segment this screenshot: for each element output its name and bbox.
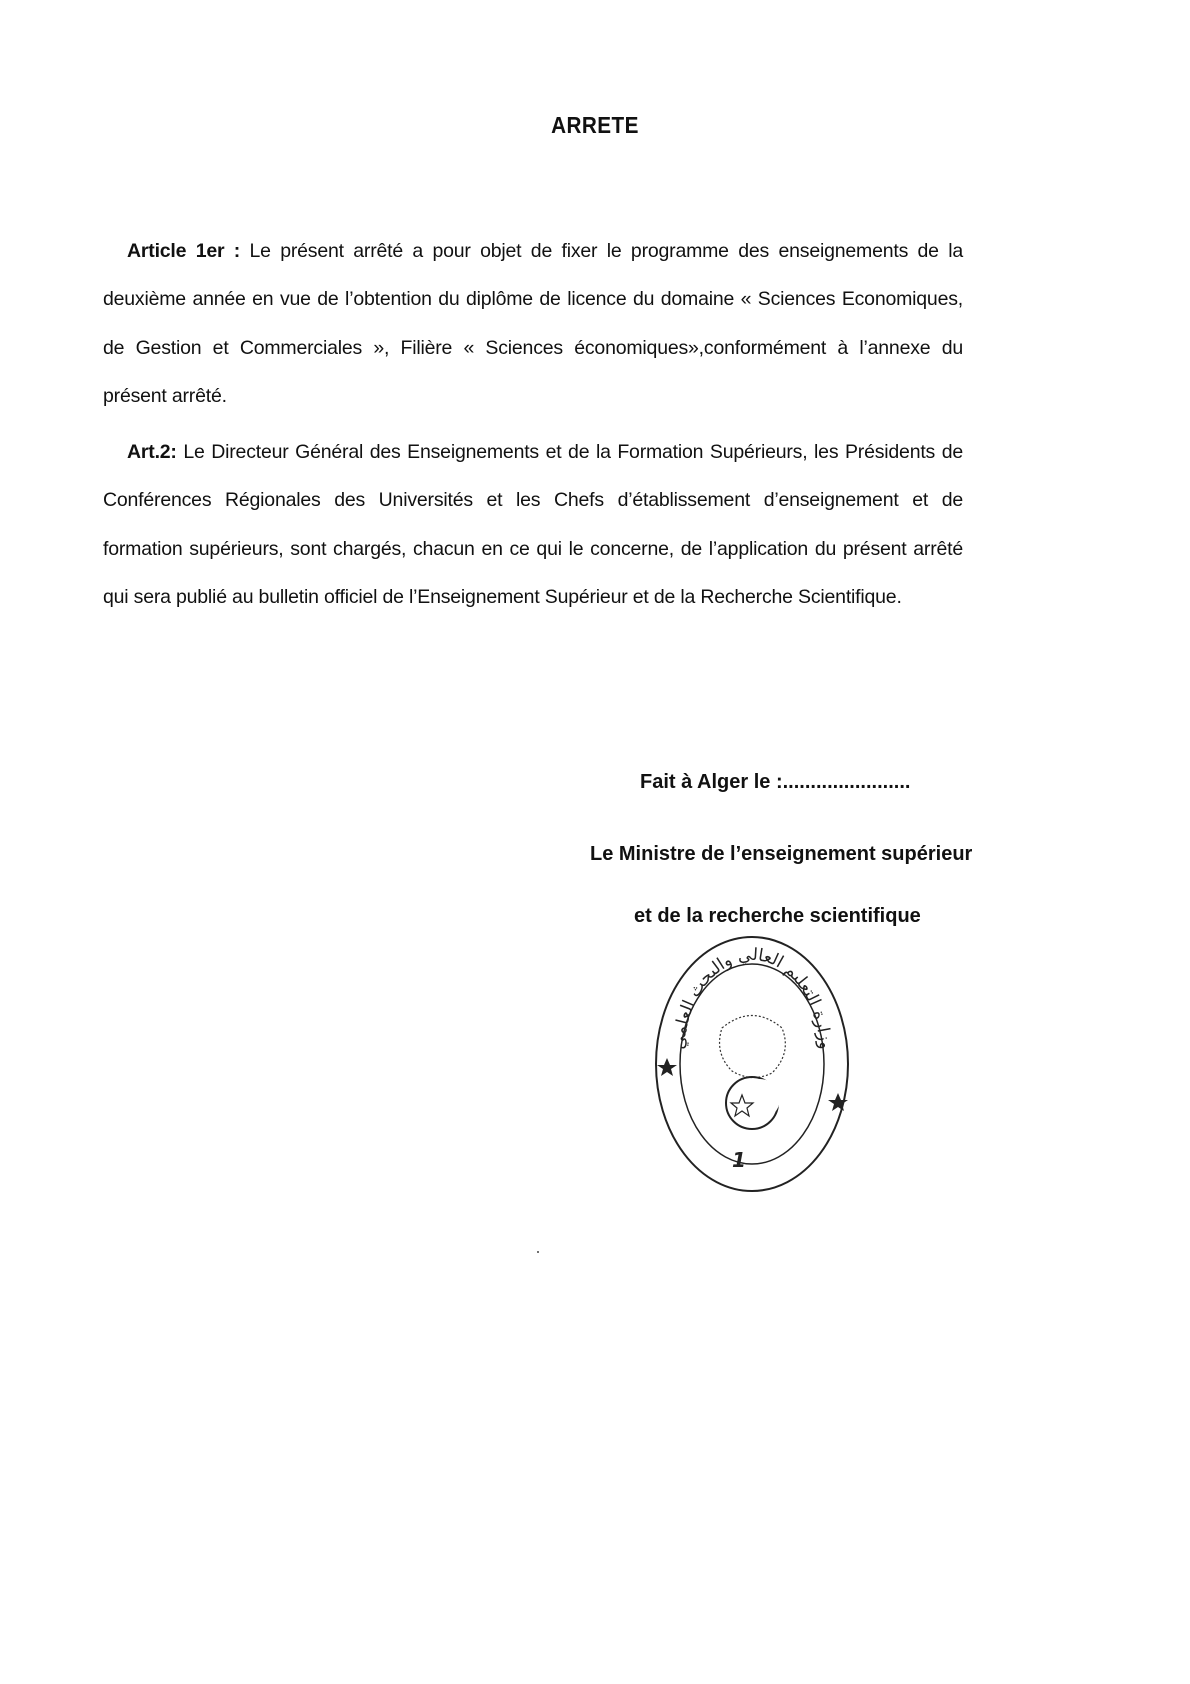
- article-2-label: Art.2:: [127, 440, 177, 463]
- signature-minister-line-2: et de la recherche scientifique: [634, 905, 921, 927]
- stamp-number: 1: [732, 1148, 746, 1172]
- svg-text:وزارة التعليم العالي والبحث ال: [669, 945, 835, 1051]
- ministry-seal-stamp: [652, 933, 852, 1195]
- signature-place-date: Fait à Alger le :.......................: [640, 771, 911, 793]
- article-2-text: Le Directeur Général des Enseignements et de la Formation Supérieurs, les Présidents de Conférences Régionales des Universités et les Chefs d’établissement d’enseignement et de formation supérieurs, sont chargés, chacun en ce qui le concerne, de l’application du présent arrêté qui sera publié au bulletin officiel de l’Enseignement Supérieur et de la Recherche Scientifique.: [103, 440, 963, 608]
- stamp-emblem: [720, 1016, 786, 1130]
- article-1-label: Article 1er :: [127, 239, 241, 262]
- article-1-text: Le présent arrêté a pour objet de fixer le programme des enseignements de la deuxième année en vue de l’obtention du diplôme de licence du domaine « Sciences Economiques, de Gestion et Commerciales », Filière « Sciences économiques»,conformément à l’annexe du présent arrêté.: [103, 239, 964, 407]
- stamp-arabic-text: وزارة التعليم العالي والبحث العلمي: [668, 944, 835, 1051]
- stamp-star-left: [657, 1058, 677, 1076]
- signature-minister-line-1: Le Ministre de l’enseignement supérieur: [590, 843, 973, 865]
- scan-speck: [537, 1251, 539, 1253]
- article-1: [103, 227, 963, 421]
- article-2: [103, 428, 963, 622]
- document-title: ARRETE: [551, 112, 639, 138]
